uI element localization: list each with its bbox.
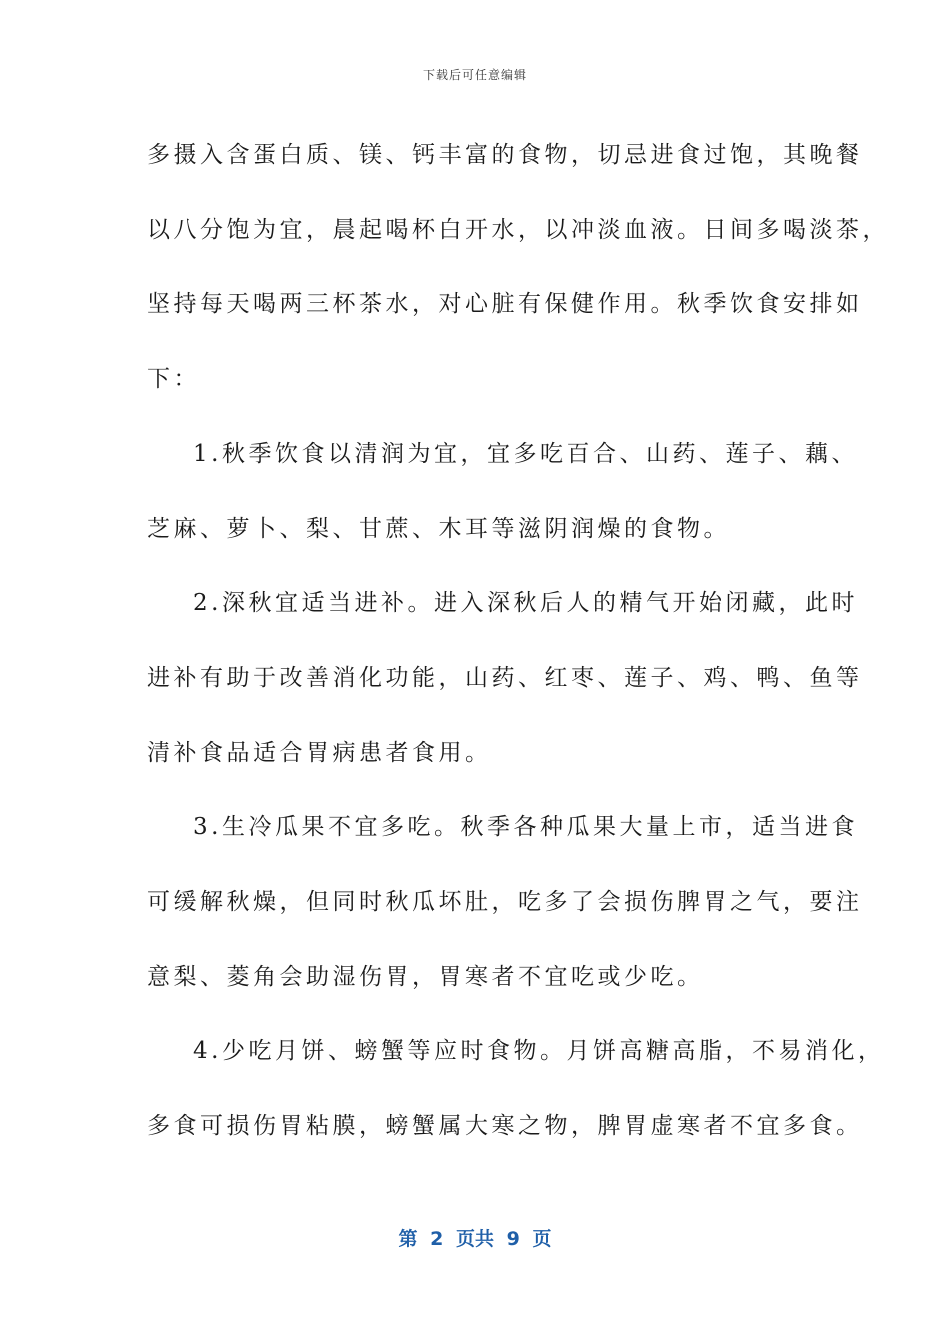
list-item-1-line: 芝麻、萝卜、梨、甘蔗、木耳等滋阴润燥的食物。 bbox=[147, 515, 730, 542]
list-item-3-line: 意梨、菱角会助湿伤胃，胃寒者不宜吃或少吃。 bbox=[147, 963, 704, 990]
list-item-2-line: 2.深秋宜适当进补。进入深秋后人的精气开始闭藏，此时 bbox=[193, 590, 858, 617]
list-item-1-line: 1.秋季饮食以清润为宜，宜多吃百合、山药、莲子、藕、 bbox=[193, 440, 858, 467]
paragraph-line: 坚持每天喝两三杯茶水，对心脏有保健作用。秋季饮食安排如 bbox=[147, 291, 863, 318]
total-page-number: 9 bbox=[506, 1228, 520, 1250]
document-body bbox=[147, 118, 889, 1164]
list-item-4-line: 4.少吃月饼、螃蟹等应时食物。月饼高糖高脂，不易消化， bbox=[193, 1038, 885, 1065]
list-item-3-line: 可缓解秋燥，但同时秋瓜坏肚，吃多了会损伤脾胃之气，要注 bbox=[147, 889, 863, 916]
current-page-number: 2 bbox=[430, 1228, 444, 1250]
paragraph-line: 以八分饱为宜，晨起喝杯白开水，以冲淡血液。日间多喝淡茶， bbox=[147, 216, 889, 243]
page-footer bbox=[0, 1224, 950, 1251]
footer-suffix: 页 bbox=[532, 1228, 552, 1250]
list-item-4-line: 多食可损伤胃粘膜，螃蟹属大寒之物，脾胃虚寒者不宜多食。 bbox=[147, 1113, 863, 1140]
paragraph-line: 多摄入含蛋白质、镁、钙丰富的食物，切忌进食过饱，其晚餐 bbox=[147, 142, 863, 168]
footer-middle: 页共 bbox=[455, 1228, 494, 1250]
list-item-3-line: 3.生冷瓜果不宜多吃。秋季各种瓜果大量上市，适当进食 bbox=[193, 814, 858, 841]
list-item-2-line: 进补有助于改善消化功能，山药、红枣、莲子、鸡、鸭、鱼等 bbox=[147, 664, 863, 691]
list-item-2-line: 清补食品适合胃病患者食用。 bbox=[147, 739, 492, 766]
paragraph-line: 下： bbox=[147, 366, 200, 393]
page-header: 下载后可任意编辑 bbox=[422, 68, 527, 82]
footer-prefix: 第 bbox=[398, 1228, 418, 1250]
